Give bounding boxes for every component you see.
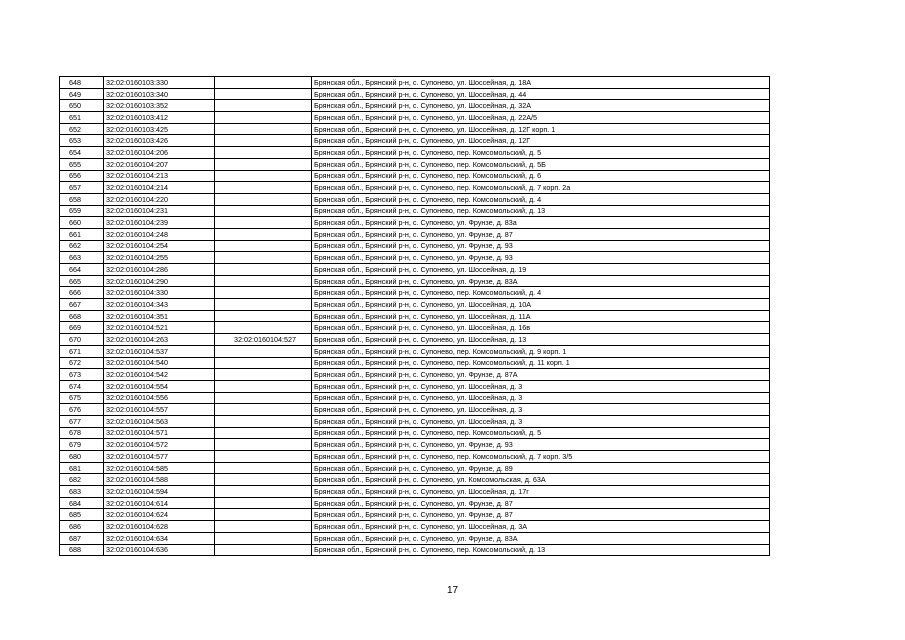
row-number-cell: 676	[60, 404, 104, 416]
cadastral-number-cell: 32:02:0160104:263	[104, 334, 215, 346]
row-number-cell: 688	[60, 544, 104, 556]
related-cadastral-number-cell	[215, 193, 312, 205]
cadastral-number-cell: 32:02:0160104:554	[104, 380, 215, 392]
address-cell: Брянская обл., Брянский р-н, с. Супонево, ул. Шоссейная, д. 11А	[312, 310, 770, 322]
row-number-cell: 684	[60, 497, 104, 509]
table-row	[60, 100, 770, 112]
table-row	[60, 497, 770, 509]
cadastral-number-cell: 32:02:0160104:231	[104, 205, 215, 217]
table-row	[60, 193, 770, 205]
row-number-cell: 687	[60, 532, 104, 544]
table-row	[60, 439, 770, 451]
row-number-cell: 679	[60, 439, 104, 451]
table-row	[60, 112, 770, 124]
row-number-cell: 677	[60, 415, 104, 427]
table-row	[60, 77, 770, 89]
row-number-cell: 649	[60, 88, 104, 100]
cadastral-number-cell: 32:02:0160104:614	[104, 497, 215, 509]
row-number-cell: 686	[60, 521, 104, 533]
row-number-cell: 665	[60, 275, 104, 287]
related-cadastral-number-cell	[215, 205, 312, 217]
table-row	[60, 135, 770, 147]
table-row	[60, 544, 770, 556]
row-number-cell: 657	[60, 182, 104, 194]
related-cadastral-number-cell	[215, 147, 312, 159]
cadastral-number-cell: 32:02:0160104:588	[104, 474, 215, 486]
cadastral-number-cell: 32:02:0160104:563	[104, 415, 215, 427]
cadastral-number-cell: 32:02:0160104:214	[104, 182, 215, 194]
row-number-cell: 659	[60, 205, 104, 217]
table-row	[60, 404, 770, 416]
address-cell: Брянская обл., Брянский р-н, с. Супонево, пер. Комсомольский, д. 13	[312, 205, 770, 217]
row-number-cell: 682	[60, 474, 104, 486]
address-cell: Брянская обл., Брянский р-н, с. Супонево, ул. Фрунзе, д. 83А	[312, 275, 770, 287]
cadastral-number-cell: 32:02:0160104:594	[104, 486, 215, 498]
row-number-cell: 675	[60, 392, 104, 404]
table-row	[60, 228, 770, 240]
cadastral-number-cell: 32:02:0160104:585	[104, 462, 215, 474]
cadastral-number-cell: 32:02:0160104:572	[104, 439, 215, 451]
row-number-cell: 683	[60, 486, 104, 498]
row-number-cell: 674	[60, 380, 104, 392]
related-cadastral-number-cell	[215, 322, 312, 334]
cadastral-number-cell: 32:02:0160104:330	[104, 287, 215, 299]
row-number-cell: 651	[60, 112, 104, 124]
related-cadastral-number-cell	[215, 404, 312, 416]
row-number-cell: 667	[60, 299, 104, 311]
cadastral-number-cell: 32:02:0160103:352	[104, 100, 215, 112]
row-number-cell: 658	[60, 193, 104, 205]
related-cadastral-number-cell	[215, 287, 312, 299]
cadastral-number-cell: 32:02:0160104:628	[104, 521, 215, 533]
address-cell: Брянская обл., Брянский р-н, с. Супонево, ул. Фрунзе, д. 87А	[312, 369, 770, 381]
table-row	[60, 275, 770, 287]
row-number-cell: 685	[60, 509, 104, 521]
row-number-cell: 660	[60, 217, 104, 229]
cadastral-number-cell: 32:02:0160104:239	[104, 217, 215, 229]
cadastral-number-cell: 32:02:0160104:207	[104, 158, 215, 170]
address-cell: Брянская обл., Брянский р-н, с. Супонево, ул. Фрунзе, д. 87	[312, 497, 770, 509]
related-cadastral-number-cell	[215, 170, 312, 182]
table-row	[60, 345, 770, 357]
related-cadastral-number-cell	[215, 240, 312, 252]
address-cell: Брянская обл., Брянский р-н, с. Супонево, ул. Шоссейная, д. 12Г	[312, 135, 770, 147]
row-number-cell: 666	[60, 287, 104, 299]
cadastral-number-cell: 32:02:0160104:290	[104, 275, 215, 287]
address-cell: Брянская обл., Брянский р-н, с. Супонево, ул. Шоссейная, д. 13	[312, 334, 770, 346]
address-cell: Брянская обл., Брянский р-н, с. Супонево, ул. Фрунзе, д. 89	[312, 462, 770, 474]
row-number-cell: 652	[60, 123, 104, 135]
address-cell: Брянская обл., Брянский р-н, с. Супонево, ул. Фрунзе, д. 83а	[312, 217, 770, 229]
table-row	[60, 88, 770, 100]
cadastral-number-cell: 32:02:0160104:248	[104, 228, 215, 240]
row-number-cell: 656	[60, 170, 104, 182]
page-number: 17	[446, 585, 459, 596]
address-cell: Брянская обл., Брянский р-н, с. Супонево, пер. Комсомольский, д. 11 корп. 1	[312, 357, 770, 369]
table-row	[60, 217, 770, 229]
table-row	[60, 380, 770, 392]
table-row	[60, 170, 770, 182]
address-cell: Брянская обл., Брянский р-н, с. Супонево, пер. Комсомольский, д. 5	[312, 147, 770, 159]
table-row	[60, 427, 770, 439]
table-row	[60, 147, 770, 159]
cadastral-number-cell: 32:02:0160104:343	[104, 299, 215, 311]
related-cadastral-number-cell	[215, 275, 312, 287]
address-cell: Брянская обл., Брянский р-н, с. Супонево, ул. Фрунзе, д. 87	[312, 509, 770, 521]
cadastral-number-cell: 32:02:0160104:542	[104, 369, 215, 381]
row-number-cell: 648	[60, 77, 104, 89]
address-cell: Брянская обл., Брянский р-н, с. Супонево, ул. Фрунзе, д. 93	[312, 240, 770, 252]
cadastral-number-cell: 32:02:0160104:571	[104, 427, 215, 439]
address-cell: Брянская обл., Брянский р-н, с. Супонево, ул. Шоссейная, д. 32А	[312, 100, 770, 112]
related-cadastral-number-cell	[215, 451, 312, 463]
address-cell: Брянская обл., Брянский р-н, с. Супонево, пер. Комсомольский, д. 7 корп. 2а	[312, 182, 770, 194]
address-cell: Брянская обл., Брянский р-н, с. Супонево, ул. Шоссейная, д. 12Г корп. 1	[312, 123, 770, 135]
address-cell: Брянская обл., Брянский р-н, с. Супонево, ул. Шоссейная, д. 3	[312, 392, 770, 404]
row-number-cell: 662	[60, 240, 104, 252]
address-cell: Брянская обл., Брянский р-н, с. Супонево, ул. Шоссейная, д. 22А/5	[312, 112, 770, 124]
table-row	[60, 322, 770, 334]
address-cell: Брянская обл., Брянский р-н, с. Супонево, ул. Комсомольская, д. 63А	[312, 474, 770, 486]
related-cadastral-number-cell	[215, 369, 312, 381]
table-row	[60, 462, 770, 474]
row-number-cell: 655	[60, 158, 104, 170]
row-number-cell: 668	[60, 310, 104, 322]
address-cell: Брянская обл., Брянский р-н, с. Супонево, ул. Шоссейная, д. 3	[312, 415, 770, 427]
address-cell: Брянская обл., Брянский р-н, с. Супонево, пер. Комсомольский, д. 13	[312, 544, 770, 556]
related-cadastral-number-cell	[215, 112, 312, 124]
cadastral-number-cell: 32:02:0160104:220	[104, 193, 215, 205]
address-cell: Брянская обл., Брянский р-н, с. Супонево, ул. Шоссейная, д. 19	[312, 264, 770, 276]
related-cadastral-number-cell	[215, 474, 312, 486]
table-row	[60, 532, 770, 544]
related-cadastral-number-cell	[215, 544, 312, 556]
table-row	[60, 474, 770, 486]
address-cell: Брянская обл., Брянский р-н, с. Супонево, пер. Комсомольский, д. 6	[312, 170, 770, 182]
cadastral-number-cell: 32:02:0160104:255	[104, 252, 215, 264]
related-cadastral-number-cell	[215, 392, 312, 404]
related-cadastral-number-cell	[215, 228, 312, 240]
address-cell: Брянская обл., Брянский р-н, с. Супонево, ул. Фрунзе, д. 93	[312, 252, 770, 264]
related-cadastral-number-cell: 32:02:0160104:527	[215, 334, 312, 346]
property-table-body	[60, 77, 770, 556]
row-number-cell: 680	[60, 451, 104, 463]
related-cadastral-number-cell	[215, 135, 312, 147]
related-cadastral-number-cell	[215, 123, 312, 135]
table-row	[60, 357, 770, 369]
address-cell: Брянская обл., Брянский р-н, с. Супонево, ул. Шоссейная, д. 3А	[312, 521, 770, 533]
table-row	[60, 123, 770, 135]
cadastral-number-cell: 32:02:0160103:330	[104, 77, 215, 89]
row-number-cell: 664	[60, 264, 104, 276]
related-cadastral-number-cell	[215, 158, 312, 170]
row-number-cell: 661	[60, 228, 104, 240]
address-cell: Брянская обл., Брянский р-н, с. Супонево, ул. Шоссейная, д. 10А	[312, 299, 770, 311]
table-row	[60, 369, 770, 381]
cadastral-number-cell: 32:02:0160104:521	[104, 322, 215, 334]
row-number-cell: 663	[60, 252, 104, 264]
cadastral-number-cell: 32:02:0160103:340	[104, 88, 215, 100]
row-number-cell: 650	[60, 100, 104, 112]
row-number-cell: 671	[60, 345, 104, 357]
table-row	[60, 521, 770, 533]
related-cadastral-number-cell	[215, 264, 312, 276]
cadastral-number-cell: 32:02:0160104:540	[104, 357, 215, 369]
address-cell: Брянская обл., Брянский р-н, с. Супонево, пер. Комсомольский, д. 4	[312, 193, 770, 205]
row-number-cell: 673	[60, 369, 104, 381]
related-cadastral-number-cell	[215, 345, 312, 357]
address-cell: Брянская обл., Брянский р-н, с. Супонево, ул. Фрунзе, д. 93	[312, 439, 770, 451]
table-row	[60, 158, 770, 170]
table-row	[60, 252, 770, 264]
related-cadastral-number-cell	[215, 486, 312, 498]
row-number-cell: 653	[60, 135, 104, 147]
related-cadastral-number-cell	[215, 462, 312, 474]
address-cell: Брянская обл., Брянский р-н, с. Супонево, ул. Фрунзе, д. 83А	[312, 532, 770, 544]
address-cell: Брянская обл., Брянский р-н, с. Супонево, пер. Комсомольский, д. 7 корп. 3/5	[312, 451, 770, 463]
cadastral-number-cell: 32:02:0160104:624	[104, 509, 215, 521]
table-row	[60, 509, 770, 521]
table-row	[60, 240, 770, 252]
cadastral-number-cell: 32:02:0160104:537	[104, 345, 215, 357]
row-number-cell: 654	[60, 147, 104, 159]
address-cell: Брянская обл., Брянский р-н, с. Супонево, пер. Комсомольский, д. 5	[312, 427, 770, 439]
address-cell: Брянская обл., Брянский р-н, с. Супонево, ул. Фрунзе, д. 87	[312, 228, 770, 240]
related-cadastral-number-cell	[215, 217, 312, 229]
cadastral-number-cell: 32:02:0160104:636	[104, 544, 215, 556]
related-cadastral-number-cell	[215, 310, 312, 322]
cadastral-number-cell: 32:02:0160103:426	[104, 135, 215, 147]
row-number-cell: 669	[60, 322, 104, 334]
row-number-cell: 670	[60, 334, 104, 346]
cadastral-number-cell: 32:02:0160104:634	[104, 532, 215, 544]
related-cadastral-number-cell	[215, 299, 312, 311]
table-row	[60, 451, 770, 463]
address-cell: Брянская обл., Брянский р-н, с. Супонево, ул. Шоссейная, д. 17г	[312, 486, 770, 498]
table-row	[60, 287, 770, 299]
related-cadastral-number-cell	[215, 77, 312, 89]
table-row	[60, 264, 770, 276]
table-row	[60, 182, 770, 194]
related-cadastral-number-cell	[215, 439, 312, 451]
address-cell: Брянская обл., Брянский р-н, с. Супонево, ул. Шоссейная, д. 3	[312, 380, 770, 392]
cadastral-number-cell: 32:02:0160104:254	[104, 240, 215, 252]
address-cell: Брянская обл., Брянский р-н, с. Супонево, ул. Шоссейная, д. 16в	[312, 322, 770, 334]
cadastral-number-cell: 32:02:0160104:351	[104, 310, 215, 322]
table-row	[60, 334, 770, 346]
cadastral-number-cell: 32:02:0160103:425	[104, 123, 215, 135]
table-row	[60, 486, 770, 498]
address-cell: Брянская обл., Брянский р-н, с. Супонево, пер. Комсомольский, д. 5Б	[312, 158, 770, 170]
row-number-cell: 681	[60, 462, 104, 474]
address-cell: Брянская обл., Брянский р-н, с. Супонево, пер. Комсомольский, д. 4	[312, 287, 770, 299]
related-cadastral-number-cell	[215, 521, 312, 533]
cadastral-number-cell: 32:02:0160104:286	[104, 264, 215, 276]
related-cadastral-number-cell	[215, 357, 312, 369]
related-cadastral-number-cell	[215, 252, 312, 264]
cadastral-number-cell: 32:02:0160104:556	[104, 392, 215, 404]
cadastral-number-cell: 32:02:0160104:577	[104, 451, 215, 463]
table-row	[60, 310, 770, 322]
table-row	[60, 299, 770, 311]
table-row	[60, 205, 770, 217]
related-cadastral-number-cell	[215, 415, 312, 427]
cadastral-number-cell: 32:02:0160104:557	[104, 404, 215, 416]
row-number-cell: 672	[60, 357, 104, 369]
cadastral-number-cell: 32:02:0160104:213	[104, 170, 215, 182]
cadastral-number-cell: 32:02:0160104:206	[104, 147, 215, 159]
related-cadastral-number-cell	[215, 532, 312, 544]
row-number-cell: 678	[60, 427, 104, 439]
cadastral-number-cell: 32:02:0160103:412	[104, 112, 215, 124]
related-cadastral-number-cell	[215, 427, 312, 439]
address-cell: Брянская обл., Брянский р-н, с. Супонево, ул. Шоссейная, д. 3	[312, 404, 770, 416]
related-cadastral-number-cell	[215, 509, 312, 521]
property-table	[59, 76, 770, 556]
related-cadastral-number-cell	[215, 380, 312, 392]
table-row	[60, 415, 770, 427]
table-row	[60, 392, 770, 404]
address-cell: Брянская обл., Брянский р-н, с. Супонево, пер. Комсомольский, д. 9 корп. 1	[312, 345, 770, 357]
related-cadastral-number-cell	[215, 182, 312, 194]
related-cadastral-number-cell	[215, 497, 312, 509]
related-cadastral-number-cell	[215, 100, 312, 112]
address-cell: Брянская обл., Брянский р-н, с. Супонево, ул. Шоссейная, д. 44	[312, 88, 770, 100]
address-cell: Брянская обл., Брянский р-н, с. Супонево, ул. Шоссейная, д. 18А	[312, 77, 770, 89]
related-cadastral-number-cell	[215, 88, 312, 100]
